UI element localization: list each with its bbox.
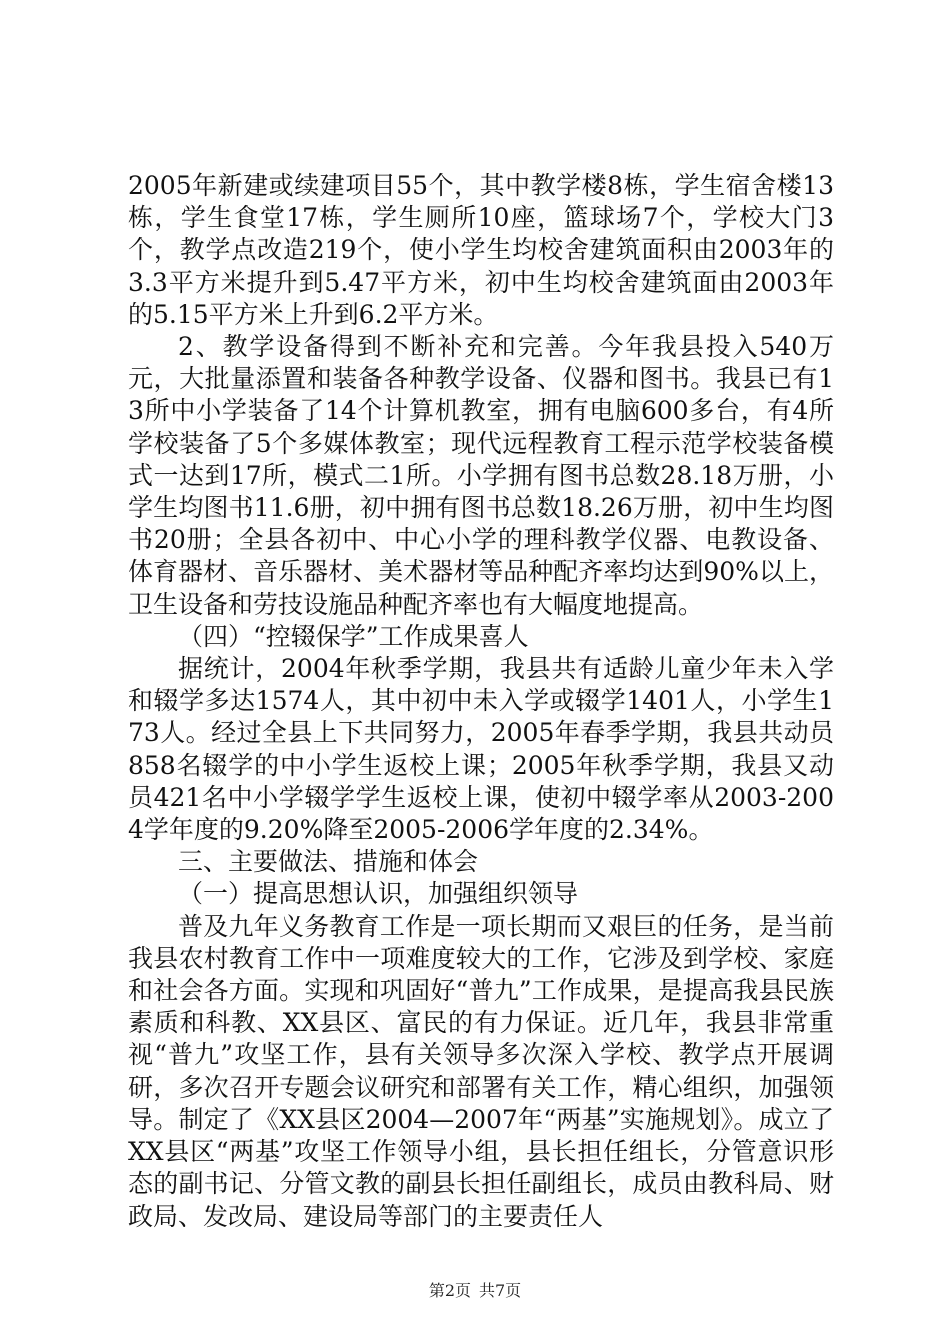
paragraph-leadership-details: 普及九年义务教育工作是一项长期而又艰巨的任务，是当前我县农村教育工作中一项难度较大的工作，它涉及到学校、家庭和社会各方面。实现和巩固好“普九”工作成果，是提高我县民族素质和科教、XX县区、富民的有力保证。近几年，我县非常重视“普九”攻坚工作，县有关领导多次深入学校、教学点开展调研，多次召开专题会议研究和部署有关工作，精心组织，加强领导。制定了《XX县区2004—2007年“两基”实施规划》。成立了XX县区“两基”攻坚工作领导小组，县长担任组长，分管意识形态的副书记、分管文教的副县长担任副组长，成员由教科局、财政局、发改局、建设局等部门的主要责任人 <box>128 911 834 1231</box>
page-total: 共7页 <box>479 1281 522 1300</box>
page-footer <box>0 1278 950 1301</box>
document-body <box>128 170 834 1233</box>
section-heading-main-practices: 三、主要做法、措施和体会 <box>178 847 479 877</box>
page-number: 第2页 <box>428 1281 471 1300</box>
section-heading-leadership: （一）提高思想认识，加强组织领导 <box>178 879 579 909</box>
paragraph-dropout-statistics: 据统计，2004年秋季学期，我县共有适龄儿童少年未入学和辍学多达1574人，其中初中未入学或辍学1401人，小学生173人。经过全县上下共同努力，2005年春季学期，我县共动员858名辍学的中小学生返校上课；2005年秋季学期，我县又动员421名中小学辍学学生返校上课，使初中辍学率从2003-2004学年度的9.20%降至2005-2006学年度的2.34%。 <box>128 654 834 845</box>
section-heading-dropout-control: （四）“控辍保学”工作成果喜人 <box>178 621 529 651</box>
paragraph-teaching-equipment: 2、教学设备得到不断补充和完善。今年我县投入540万元，大批量添置和装备各种教学设备、仪器和图书。我县已有13所中小学装备了14个计算机教室，拥有电脑600多台，有4所学校装备了5个多媒体教室；现代远程教育工程示范学校装备模式一达到17所，模式二1所。小学拥有图书总数28.18万册，小学生均图书11.6册，初中拥有图书总数18.26万册，初中生均图书20册；全县各初中、中心小学的理科教学仪器、电教设备、体育器材、音乐器材、美术器材等品种配齐率均达到90%以上，卫生设备和劳技设施品种配齐率也有大幅度地提高。 <box>128 332 834 619</box>
paragraph-construction-projects: 2005年新建或续建项目55个，其中教学楼8栋，学生宿舍楼13栋，学生食堂17栋，学生厕所10座，篮球场7个，学校大门3个，教学点改造219个，使小学生均校舍建筑面积由2003年的3.3平方米提升到5.47平方米，初中生均校舍建筑面由2003年的5.15平方米上升到6.2平方米。 <box>128 171 834 329</box>
